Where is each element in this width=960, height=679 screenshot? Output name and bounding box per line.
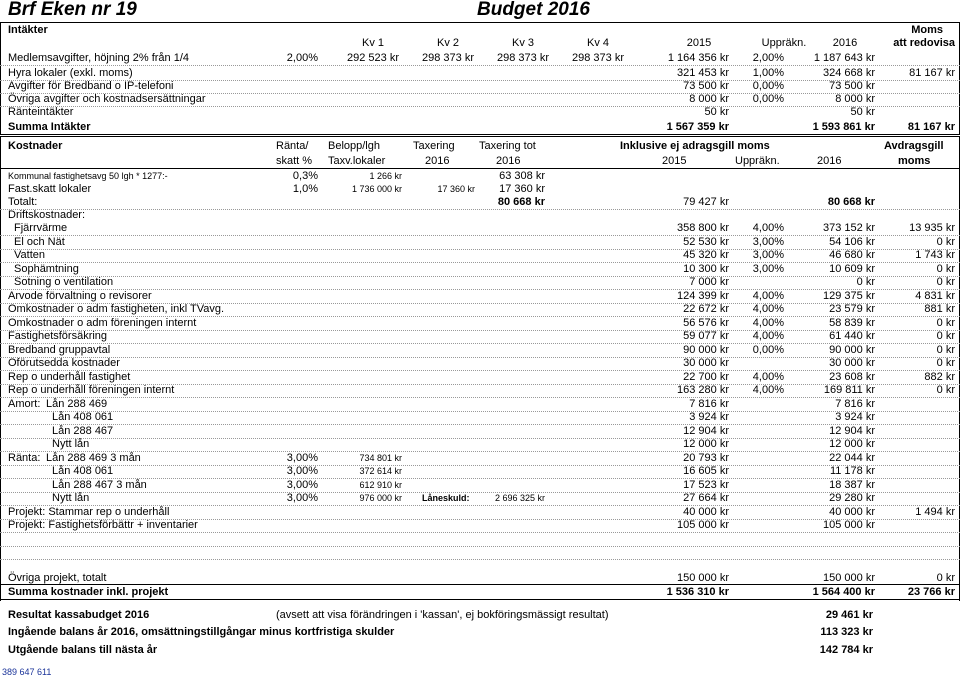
loan-label: Lån 288 469 3 mån xyxy=(46,451,141,464)
tax-rate: 0,3% xyxy=(292,170,318,182)
project-label: Projekt: Fastighetsförbättr + inventarier xyxy=(8,519,198,531)
cost-label: Omkostnader o adm fastigheten, inkl TVavg. xyxy=(8,303,225,315)
cost-row xyxy=(0,317,960,330)
income-2015: 50 kr xyxy=(704,106,729,118)
rate-head: Ränta/ xyxy=(276,140,309,152)
income-col-header: Kv 4 xyxy=(586,37,609,49)
income-total-row xyxy=(0,121,960,134)
income-label: Övriga avgifter och kostnadsersättningar xyxy=(8,93,206,105)
interest-row xyxy=(0,465,960,478)
cost-moms: 0 kr xyxy=(936,262,955,275)
cost-uppr: 4,00% xyxy=(752,303,784,315)
tax-rate: 1,0% xyxy=(292,183,318,195)
rule-line xyxy=(0,134,960,135)
project-label: Projekt: Stammar rep o underhåll xyxy=(8,505,170,518)
interest-rate: 3,00% xyxy=(286,451,318,464)
budget-title: Budget 2016 xyxy=(477,0,590,20)
cost-row xyxy=(0,236,960,249)
cost-total-label: Summa kostnader inkl. projekt xyxy=(8,586,169,598)
income-uppr: 1,00% xyxy=(752,67,784,79)
cost-moms: 0 kr xyxy=(936,316,955,329)
income-2015: 321 453 kr xyxy=(677,67,729,79)
loan-amount: 976 000 kr xyxy=(359,493,402,503)
interest-2015: 17 523 kr xyxy=(683,478,729,491)
loan-label: Lån 288 467 xyxy=(52,424,114,437)
cost-moms: 1 743 kr xyxy=(915,249,955,261)
taxtot-2016: 63 308 kr xyxy=(499,170,545,182)
tax-head-2: 2016 xyxy=(425,155,450,167)
summary-row xyxy=(0,609,960,622)
taxtot-head: Taxering tot xyxy=(479,140,536,152)
cost-2015: 358 800 kr xyxy=(677,222,729,234)
income-total-2015: 1 567 359 kr xyxy=(666,121,729,133)
amort-row xyxy=(0,438,960,451)
interest-2016: 11 178 kr xyxy=(829,465,875,477)
loan-label: Nytt lån xyxy=(52,438,90,450)
cost-2016: 54 106 kr xyxy=(829,235,875,248)
income-2016: 1 187 643 kr xyxy=(813,52,875,64)
cost-label: Omkostnader o adm föreningen internt xyxy=(8,316,197,329)
cost-uppr: 3,00% xyxy=(752,262,784,275)
income-label: Avgifter för Bredband o IP-telefoni xyxy=(8,80,174,92)
income-row xyxy=(0,52,960,65)
income-moms: 81 167 kr xyxy=(909,67,955,79)
income-2016: 50 kr xyxy=(850,106,875,118)
cost-2015: 56 576 kr xyxy=(683,316,729,329)
taxtot-head-2: 2016 xyxy=(496,155,521,167)
cost-moms: 13 935 kr xyxy=(909,222,955,234)
interest-rate: 3,00% xyxy=(286,465,318,477)
cost-total-2015: 1 536 310 kr xyxy=(666,586,729,598)
interest-2016: 22 044 kr xyxy=(829,451,875,464)
other-projects-2016: 150 000 kr xyxy=(823,572,875,584)
cost-2015: 7 000 kr xyxy=(689,276,729,288)
income-row xyxy=(0,67,960,80)
income-total-2016: 1 593 861 kr xyxy=(812,121,875,133)
other-projects-moms: 0 kr xyxy=(936,572,955,584)
other-projects-2015: 150 000 kr xyxy=(677,572,729,584)
cost-label: Arvode förvaltning o revisorer xyxy=(8,289,152,302)
income-kv2: 298 373 kr xyxy=(422,52,474,64)
cost-total-row xyxy=(0,586,960,599)
tax-amount: 1 736 000 kr xyxy=(351,184,402,194)
cost-2015-head: 2015 xyxy=(662,155,687,167)
cost-uppr: 4,00% xyxy=(752,289,784,302)
cost-2016: 23 608 kr xyxy=(829,370,875,383)
tax-row xyxy=(0,170,960,183)
cost-moms: 0 kr xyxy=(936,276,955,288)
income-uppr: 0,00% xyxy=(752,93,784,105)
income-uppr: 2,00% xyxy=(752,52,784,64)
project-2015: 40 000 kr xyxy=(683,505,729,518)
cost-row xyxy=(0,276,960,289)
interest-2016: 18 387 kr xyxy=(829,478,875,491)
cost-moms: 0 kr xyxy=(936,384,955,396)
incl-head: Inklusive ej adragsgill moms xyxy=(620,140,770,152)
amort-2016: 7 816 kr xyxy=(835,397,875,410)
interest-rate: 3,00% xyxy=(286,478,318,491)
totalt-row xyxy=(0,196,960,209)
income-header-row xyxy=(0,24,960,37)
loan-amount: 372 614 kr xyxy=(359,466,402,476)
income-col-header: 2016 xyxy=(832,37,858,49)
moms-head-2: att redovisa xyxy=(893,37,955,49)
amort-2015: 12 000 kr xyxy=(683,438,729,450)
project-row xyxy=(0,506,960,519)
income-col-header: Kv 2 xyxy=(436,37,459,49)
tax-label: Fast.skatt lokaler xyxy=(8,183,92,195)
interest-row xyxy=(0,492,960,505)
amort-2016: 3 924 kr xyxy=(835,411,875,423)
cost-label: Rep o underhåll föreningen internt xyxy=(8,384,175,396)
cost-2016: 0 kr xyxy=(856,276,875,288)
loan-label: Lån 288 469 xyxy=(46,397,108,410)
taxtot-2016: 17 360 kr xyxy=(499,183,545,195)
summary-row xyxy=(0,626,960,639)
totalt-taxtot: 80 668 kr xyxy=(497,196,545,208)
interest-2015: 27 664 kr xyxy=(683,492,729,504)
cost-2015: 10 300 kr xyxy=(683,262,729,275)
tax-amount: 1 266 kr xyxy=(369,171,402,181)
cost-label: Rep o underhåll fastighet xyxy=(8,370,131,383)
loan-label: Lån 408 061 xyxy=(52,465,114,477)
cost-moms: 0 kr xyxy=(936,343,955,356)
cost-label: Sotning o ventilation xyxy=(14,276,114,288)
cost-2016-head: 2016 xyxy=(817,155,842,167)
income-label: Hyra lokaler (exkl. moms) xyxy=(8,67,133,79)
totalt-label: Totalt: xyxy=(8,196,38,208)
cost-2016: 61 440 kr xyxy=(829,330,875,342)
project-moms: 1 494 kr xyxy=(915,505,955,518)
drift-row xyxy=(0,209,960,222)
income-uppr: 0,00% xyxy=(752,80,784,92)
cost-2015: 30 000 kr xyxy=(683,357,729,369)
cost-moms: 882 kr xyxy=(924,370,955,383)
cost-row xyxy=(0,249,960,262)
cost-row xyxy=(0,263,960,276)
cost-label: Sophämtning xyxy=(14,262,79,275)
income-2016: 8 000 kr xyxy=(835,93,875,105)
cost-uppr: 4,00% xyxy=(752,384,784,396)
income-2015: 1 164 356 kr xyxy=(667,52,729,64)
cost-total-2016: 1 564 400 kr xyxy=(812,586,875,598)
laneskuld-label: Låneskuld: xyxy=(422,493,470,503)
amort-2015: 12 904 kr xyxy=(683,424,729,437)
summary-label: Utgående balans till nästa år xyxy=(8,644,158,656)
income-kv4: 298 373 kr xyxy=(572,52,624,64)
rate-head-2: skatt % xyxy=(276,155,313,167)
rule-line xyxy=(0,559,960,560)
sheet-title: Brf Eken nr 19 xyxy=(8,0,137,20)
cost-2015: 45 320 kr xyxy=(683,249,729,261)
cost-2016: 23 579 kr xyxy=(829,303,875,315)
amort-row xyxy=(0,425,960,438)
cost-2016: 30 000 kr xyxy=(829,357,875,369)
income-col-header: 2015 xyxy=(686,37,712,49)
tax-head: Taxering xyxy=(413,140,455,152)
cost-label: Fjärrvärme xyxy=(14,222,68,234)
cost-2015: 52 530 kr xyxy=(683,235,729,248)
ranta-label: Ränta: xyxy=(8,451,41,464)
rule-line xyxy=(0,532,960,533)
income-2016: 73 500 kr xyxy=(829,80,875,92)
income-col-header: Kv 3 xyxy=(511,37,534,49)
cost-2015: 163 280 kr xyxy=(677,384,729,396)
income-2015: 8 000 kr xyxy=(689,93,729,105)
rule-line xyxy=(0,599,960,600)
income-heading: Intäkter xyxy=(8,24,48,36)
tax-row xyxy=(0,183,960,196)
cost-2016: 58 839 kr xyxy=(829,316,875,329)
cost-2016: 10 609 kr xyxy=(829,262,875,275)
cost-moms: 881 kr xyxy=(924,303,955,315)
project-2016: 40 000 kr xyxy=(829,505,875,518)
rule-line xyxy=(0,168,960,169)
cost-2015: 59 077 kr xyxy=(683,330,729,342)
interest-row xyxy=(0,452,960,465)
income-label: Medlemsavgifter, höjning 2% från 1/4 xyxy=(8,52,189,64)
amort-2015: 7 816 kr xyxy=(689,397,729,410)
cost-2016: 373 152 kr xyxy=(823,222,875,234)
project-row xyxy=(0,519,960,532)
cost-row xyxy=(0,371,960,384)
cost-moms: 0 kr xyxy=(936,357,955,369)
cost-2015: 22 672 kr xyxy=(683,303,729,315)
summary-label: Ingående balans år 2016, omsättningstillgångar minus kortfristiga skulder xyxy=(8,626,395,638)
amort-2016: 12 904 kr xyxy=(829,424,875,437)
income-2015: 73 500 kr xyxy=(683,80,729,92)
avdr-head: Avdragsgill xyxy=(884,140,944,152)
amort-row xyxy=(0,398,960,411)
cost-label: El och Nät xyxy=(14,235,65,248)
interest-2016: 29 280 kr xyxy=(829,492,875,504)
rule-line xyxy=(0,65,960,66)
loan-label: Nytt lån xyxy=(52,492,90,504)
loan-amount: 734 801 kr xyxy=(359,452,402,463)
interest-rate: 3,00% xyxy=(286,492,318,504)
interest-2015: 16 605 kr xyxy=(683,465,729,477)
footnote-number: 389 647 611 xyxy=(2,667,52,677)
summary-row xyxy=(0,644,960,657)
cost-heading: Kostnader xyxy=(8,140,63,152)
amort-label: Amort: xyxy=(8,397,41,410)
cost-2016: 90 000 kr xyxy=(829,343,875,356)
laneskuld-value: 2 696 325 kr xyxy=(494,493,545,503)
cost-header-row xyxy=(0,140,960,153)
totalt-2015: 79 427 kr xyxy=(683,196,729,208)
rule-line xyxy=(0,546,960,547)
cost-row xyxy=(0,330,960,343)
amount-head: Belopp/lgh xyxy=(328,140,380,152)
cost-label: Bredband gruppavtal xyxy=(8,343,111,356)
summary-label: Resultat kassabudget 2016 xyxy=(8,609,150,621)
amort-row xyxy=(0,411,960,424)
other-projects-label: Övriga projekt, totalt xyxy=(8,572,107,584)
income-total-label: Summa Intäkter xyxy=(8,121,91,133)
amount-head-2: Taxv.lokaler xyxy=(328,155,386,167)
income-cols-row xyxy=(0,37,960,50)
income-kv3: 298 373 kr xyxy=(497,52,549,64)
cost-total-moms: 23 766 kr xyxy=(907,586,955,598)
income-row xyxy=(0,106,960,119)
amort-2015: 3 924 kr xyxy=(689,411,729,423)
drift-label: Driftskostnader: xyxy=(8,209,86,221)
income-col-header: Kv 1 xyxy=(361,37,384,49)
cost-label: Vatten xyxy=(14,249,45,261)
cost-uppr-head: Uppräkn. xyxy=(735,155,780,167)
income-col-header: Uppräkn. xyxy=(761,37,807,49)
cost-row xyxy=(0,357,960,370)
amort-2016: 12 000 kr xyxy=(829,438,875,450)
other-projects-row xyxy=(0,572,960,585)
totalt-2016: 80 668 kr xyxy=(827,196,875,208)
cost-label: Fastighetsförsäkring xyxy=(8,330,108,342)
loan-amount: 612 910 kr xyxy=(359,479,402,490)
cost-uppr: 4,00% xyxy=(752,370,784,383)
cost-2016: 169 811 kr xyxy=(823,384,875,396)
avdr-head-2: moms xyxy=(898,155,931,167)
tax-label: Kommunal fastighetsavg 50 lgh * 1277:- xyxy=(8,171,168,181)
cost-row xyxy=(0,384,960,397)
cost-moms: 4 831 kr xyxy=(915,289,955,302)
rule-line xyxy=(0,136,960,137)
loan-label: Lån 288 467 3 mån xyxy=(52,478,147,491)
income-total-moms: 81 167 kr xyxy=(907,121,955,133)
income-2016: 324 668 kr xyxy=(823,67,875,79)
interest-2015: 20 793 kr xyxy=(683,451,729,464)
cost-2016: 46 680 kr xyxy=(829,249,875,261)
cost-header-row-2 xyxy=(0,155,960,168)
project-2016: 105 000 kr xyxy=(823,519,875,531)
cost-row xyxy=(0,303,960,316)
cost-uppr: 4,00% xyxy=(752,222,784,234)
summary-value: 142 784 kr xyxy=(819,644,873,656)
cost-2015: 124 399 kr xyxy=(677,289,729,302)
cost-uppr: 0,00% xyxy=(752,343,784,356)
cost-uppr: 4,00% xyxy=(752,330,784,342)
cost-label: Oförutsedda kostnader xyxy=(8,357,120,369)
income-kv1: 292 523 kr xyxy=(347,52,399,64)
cost-row xyxy=(0,222,960,235)
cost-moms: 0 kr xyxy=(936,235,955,248)
summary-value: 29 461 kr xyxy=(825,609,873,621)
cost-2015: 90 000 kr xyxy=(683,343,729,356)
project-2015: 105 000 kr xyxy=(677,519,729,531)
cost-2016: 129 375 kr xyxy=(823,289,875,302)
income-rate: 2,00% xyxy=(286,52,318,64)
loan-label: Lån 408 061 xyxy=(52,411,114,423)
tax-2016: 17 360 kr xyxy=(437,184,475,194)
income-row xyxy=(0,80,960,93)
cost-uppr: 3,00% xyxy=(752,249,784,261)
summary-note: (avsett att visa förändringen i 'kassan', ej bokföringsmässigt resultat) xyxy=(276,609,609,621)
moms-head: Moms xyxy=(911,24,943,36)
interest-row xyxy=(0,479,960,492)
income-label: Ränteintäkter xyxy=(8,106,74,118)
cost-2015: 22 700 kr xyxy=(683,370,729,383)
income-row xyxy=(0,93,960,106)
rule-line xyxy=(0,22,960,23)
cost-row xyxy=(0,344,960,357)
cost-moms: 0 kr xyxy=(936,330,955,342)
cost-uppr: 4,00% xyxy=(752,316,784,329)
summary-value: 113 323 kr xyxy=(820,626,873,638)
cost-uppr: 3,00% xyxy=(752,235,784,248)
cost-row xyxy=(0,290,960,303)
